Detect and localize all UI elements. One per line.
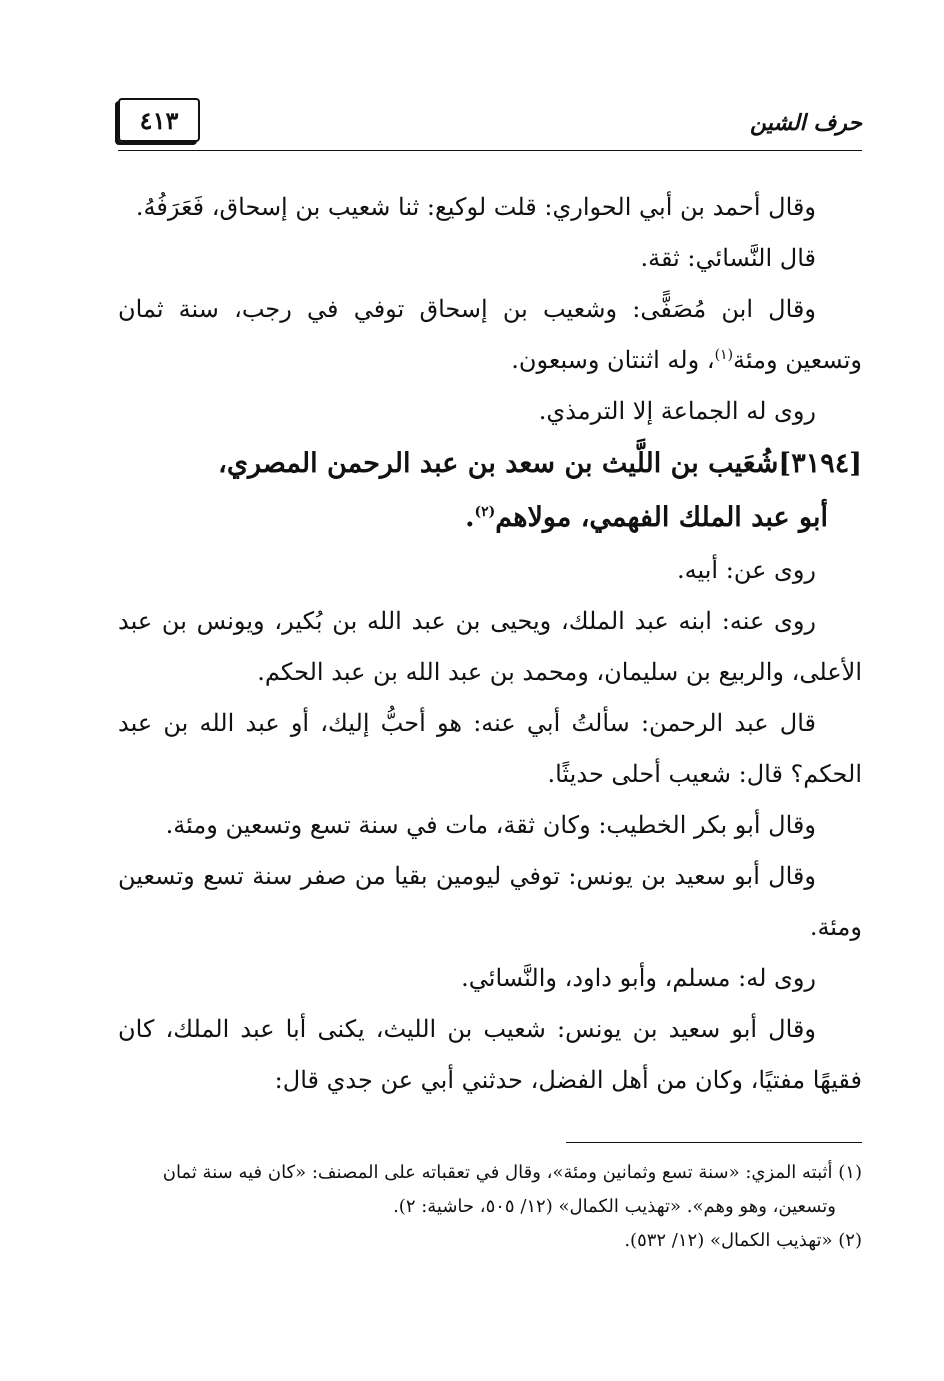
footnote-rule: [566, 1142, 862, 1143]
paragraph-9: وقال أبو سعيد بن يونس: توفي ليومين بقيا من صفر سنة تسع وتسعين ومئة.: [118, 862, 862, 941]
entry-name: شُعَيب بن اللَّيث بن سعد بن عبد الرحمن المصري،: [218, 448, 779, 479]
paragraph-2: قال النَّسائي: ثقة.: [640, 244, 816, 272]
entry-end: .: [465, 502, 475, 533]
footnote-ref-2[interactable]: (٢): [474, 504, 496, 520]
paragraph-6: روى عنه: ابنه عبد الملك، ويحيى بن عبد الله بن بُكير، ويونس بن عبد الأعلى، والربيع بن سليمان، ومحمد بن عبد الله بن عبد الحكم.: [118, 607, 862, 686]
page-header: [118, 92, 862, 154]
footnotes: [118, 1156, 862, 1258]
paragraph-11: وقال أبو سعيد بن يونس: شعيب بن الليث، يكنى أبا عبد الملك، كان فقيهًا مفتيًا، وكان من أهل الفضل، حدثني أبي عن جدي قال:: [118, 1015, 862, 1094]
paragraph-8: وقال أبو بكر الخطيب: وكان ثقة، مات في سنة تسع وتسعين ومئة.: [165, 811, 816, 839]
entry-heading: [118, 437, 862, 491]
main-text: [118, 182, 862, 1106]
paragraph-4: روى له الجماعة إلا الترمذي.: [538, 397, 816, 425]
page-number: ٤١٣: [118, 98, 200, 142]
paragraph-1: وقال أحمد بن أبي الحواري: قلت لوكيع: ثنا شعيب بن إسحاق، فَعَرَفُهُ.: [135, 193, 816, 221]
footnote-ref-1[interactable]: (١): [714, 347, 734, 363]
paragraph-3-text: وقال ابن مُصَفًّى: وشعيب بن إسحاق توفي في رجب، سنة ثمان وتسعين ومئة: [118, 295, 862, 374]
paragraph-3-end: ، وله اثنتان وسبعون.: [511, 346, 715, 374]
paragraph-7: قال عبد الرحمن: سألتُ أبي عنه: هو أحبُّ إليك، أو عبد الله بن عبد الحكم؟ قال: شعيب أحلى حديثًا.: [118, 709, 862, 788]
paragraph-10: روى له: مسلم، وأبو داود، والنَّسائي.: [461, 964, 816, 992]
running-head: حرف الشين: [749, 110, 862, 136]
header-rule: [118, 150, 862, 151]
footnote-1: (١) أثبته المزي: «سنة تسع وثمانين ومئة»، وقال في تعقباته على المصنف: «كان فيه سنة ثمان: [162, 1162, 862, 1183]
entry-number: [٣١٩٤]: [778, 448, 862, 479]
entry-heading-line2: [118, 491, 862, 545]
footnote-2: (٢) «تهذيب الكمال» (١٢/ ٥٣٢).: [624, 1230, 862, 1251]
paragraph-5: روى عن: أبيه.: [677, 556, 816, 584]
paragraph-3: [118, 284, 862, 386]
entry-kunya: أبو عبد الملك الفهمي، مولاهم: [495, 502, 828, 533]
footnote-1-cont: وتسعين، وهو وهم». «تهذيب الكمال» (١٢/ ٥٠٥، حاشية: ٢).: [393, 1196, 836, 1217]
book-page: [118, 92, 862, 1292]
